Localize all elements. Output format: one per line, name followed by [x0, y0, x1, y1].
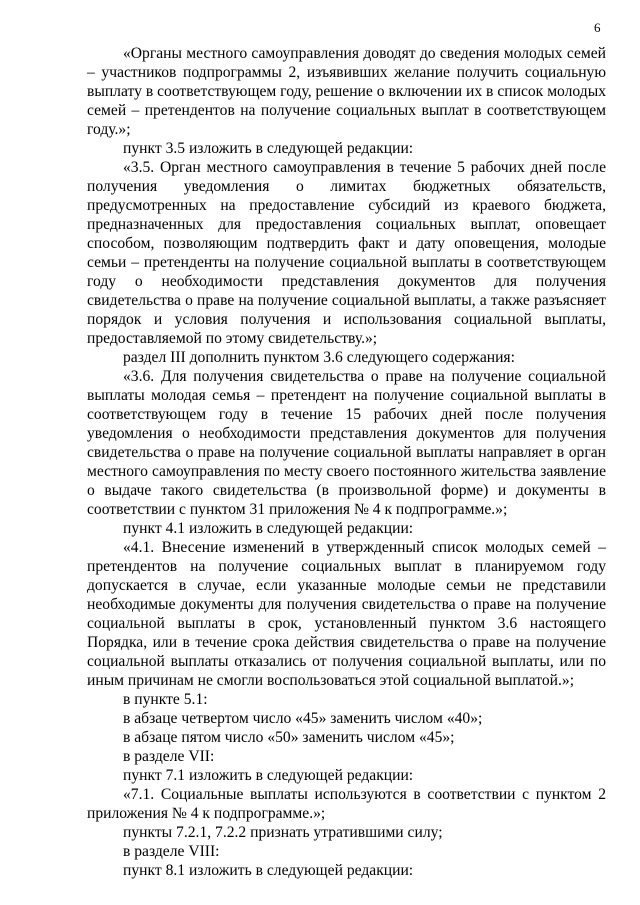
page-number: 6: [594, 20, 601, 35]
instruction-clause-5-1: в пункте 5.1:: [123, 691, 208, 708]
document-body: [87, 44, 606, 880]
paragraph-clause-7-1: «7.1. Социальные выплаты используются в соответствии с пунктом 2 приложения № 4 к подпрограмме.»;: [87, 786, 606, 822]
paragraph-clause-3-5: «3.5. Орган местного самоуправления в течение 5 рабочих дней после получения уведомления о лимитах бюджетных обязательств, предусмотренных на предоставление субсидий из краевого бюджета, предназначенных для предоставления социальных выплат, оповещает способом, позволяющим подтвердить факт и дату оповещения, молодые семьи – претенденты на получение социальной выплаты в соответствующем году о необходимости представления документов для получения свидетельства о праве на получение социальной выплаты, а также разъясняет порядок и условия получения и использования социальной выплаты, предоставляемой по этому свидетельству.»;: [87, 159, 606, 347]
instruction-paragraph-four: в абзаце четвертом число «45» заменить числом «40»;: [123, 710, 483, 727]
instruction-section-3-add-3-6: раздел III дополнить пунктом 3.6 следующего содержания:: [123, 349, 515, 366]
instruction-clause-8-1: пункт 8.1 изложить в следующей редакции:: [123, 862, 414, 879]
instruction-section-7: в разделе VII:: [123, 748, 215, 765]
paragraph-clause-4-1: «4.1. Внесение изменений в утвержденный список молодых семей – претендентов на получение социальных выплат в планируемом году допускается в случае, если указанные молодые семьи не представили необходимые документы для получения свидетельства о праве на получение социальной выплаты в срок, установленный пунктом 3.6 настоящего Порядка, или в течение срока действия свидетельства о праве на получение социальной выплаты отказались от получения социальной выплаты, или по иным причинам не смогли воспользоваться этой социальной выплатой.»;: [87, 539, 606, 689]
instruction-section-8: в разделе VIII:: [123, 843, 220, 860]
instruction-clause-3-5: пункт 3.5 изложить в следующей редакции:: [123, 140, 414, 157]
paragraph-organs-notify: «Органы местного самоуправления доводят до сведения молодых семей – участников подпрограммы 2, изъявивших желание получить социальную выплату в соответствующем году, решение о включении их в список молодых семей – претендентов на получение социальных выплат в соответствующем году.»;: [87, 45, 606, 138]
instruction-paragraph-five: в абзаце пятом число «50» заменить числом «45»;: [123, 729, 455, 746]
instruction-clauses-7-2-invalid: пункты 7.2.1, 7.2.2 признать утратившими силу;: [123, 824, 443, 841]
paragraph-clause-3-6: «3.6. Для получения свидетельства о праве на получение социальной выплаты молодая семья – претендент на получение социальной выплаты в соответствующем году в течение 15 рабочих дней после получения уведомления о необходимости представления документов для получения свидетельства о праве на получение социальной выплаты направляет в орган местного самоуправления по месту своего постоянного жительства заявление о выдаче такого свидетельства (в произвольной форме) и документы в соответствии с пунктом 31 приложения № 4 к подпрограмме.»;: [87, 368, 606, 518]
instruction-clause-4-1: пункт 4.1 изложить в следующей редакции:: [123, 520, 414, 537]
instruction-clause-7-1: пункт 7.1 изложить в следующей редакции:: [123, 767, 414, 784]
